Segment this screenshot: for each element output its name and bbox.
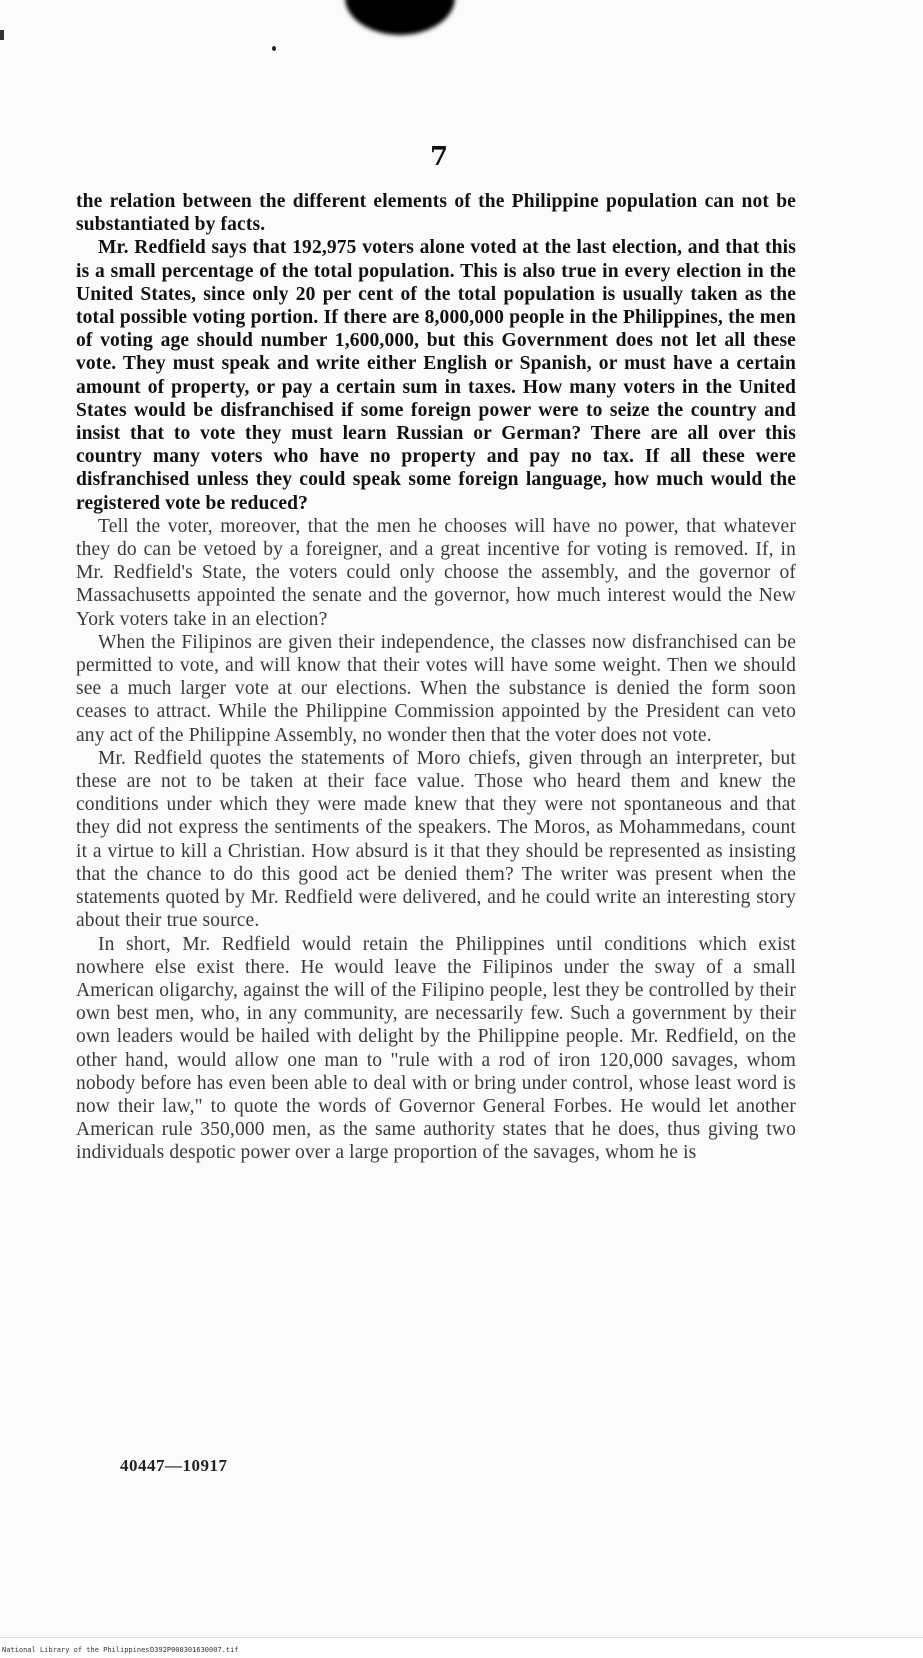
- paragraph-1: the relation between the different elements of the Philippine population can not be substantiated by facts.: [76, 191, 796, 236]
- print-code: 40447—10917: [120, 1456, 228, 1475]
- ink-smudge: [345, 0, 455, 35]
- ink-speck: [272, 46, 276, 51]
- page-number: 7: [430, 142, 449, 172]
- paragraph-5: Mr. Redfield quotes the statements of Moro chiefs, given through an interpreter, but these are not to be taken at their face value. Those who heard them and knew the conditions under which they were made knew that they were not spontaneous and that they did not express the sentiments of the speakers. The Moros, as Mohammedans, count it a virtue to kill a Christian. How absurd is it that they should be represented as insisting that the chance to do this good act be denied them? The writer was present when the statements quoted by Mr. Redfield were delivered, and he could write an interesting story about their true source.: [76, 747, 796, 932]
- paragraph-6: In short, Mr. Redfield would retain the Philippines until conditions which exist nowhere else exist there. He would leave the Filipinos under the sway of a small American oligarchy, against the will of the Filipino people, lest they be controlled by their own best men, who, in any community, are necessarily few. Such a government by their own leaders would be hailed with delight by the Philippine people. Mr. Redfield, on the other hand, would allow one man to "rule with a rod of iron 120,000 savages, whom nobody before has even been able to deal with or bring under control, whose least word is now their law," to quote the words of Governor General Forbes. He would let another American rule 350,000 men, as the same authority states that he does, thus giving two individuals despotic power over a large proportion of the savages, whom he is: [76, 933, 796, 1164]
- paragraph-2: Mr. Redfield says that 192,975 voters alone voted at the last election, and that this is a small percentage of the total population. This is also true in every election in the United States, since only 20 per cent of the total population is usually taken as the total possible voting portion. If there are 8,000,000 people in the Philippines, the men of voting age should number 1,600,000, but this Government does not let all these vote. They must speak and write either English or Spanish, or must have a certain amount of property, or pay a certain sum in taxes. How many voters in the United States would be disfranchised if some foreign power were to seize the country and insist that to vote they must learn Russian or German? There are all over this country many voters who have no property and pay no tax. If all these were disfranchised unless they could speak some foreign language, how much would the registered vote be reduced?: [76, 237, 796, 514]
- file-name: D392P000301630007.tif: [150, 1646, 239, 1654]
- paragraph-4: When the Filipinos are given their independence, the classes now disfranchised can be permitted to vote, and will know that their votes will have some weight. Then we should see a much larger vote at our elections. When the substance is denied the form soon ceases to attract. While the Philippine Commission appointed by the President can veto any act of the Philippine Assembly, no wonder then that the voter does not vote.: [76, 631, 796, 746]
- body-text: [76, 190, 796, 1165]
- scan-footer: [0, 1637, 923, 1658]
- library-credit: National Library of the Philippines: [2, 1646, 150, 1654]
- paragraph-3: Tell the voter, moreover, that the men he chooses will have no power, that whatever they do can be vetoed by a foreigner, and a great incentive for voting is removed. If, in Mr. Redfield's State, the voters could only choose the assembly, and the governor of Massachusetts appointed the senate and the governor, how much interest would the New York voters take in an election?: [76, 515, 796, 630]
- ink-speck: [0, 30, 4, 40]
